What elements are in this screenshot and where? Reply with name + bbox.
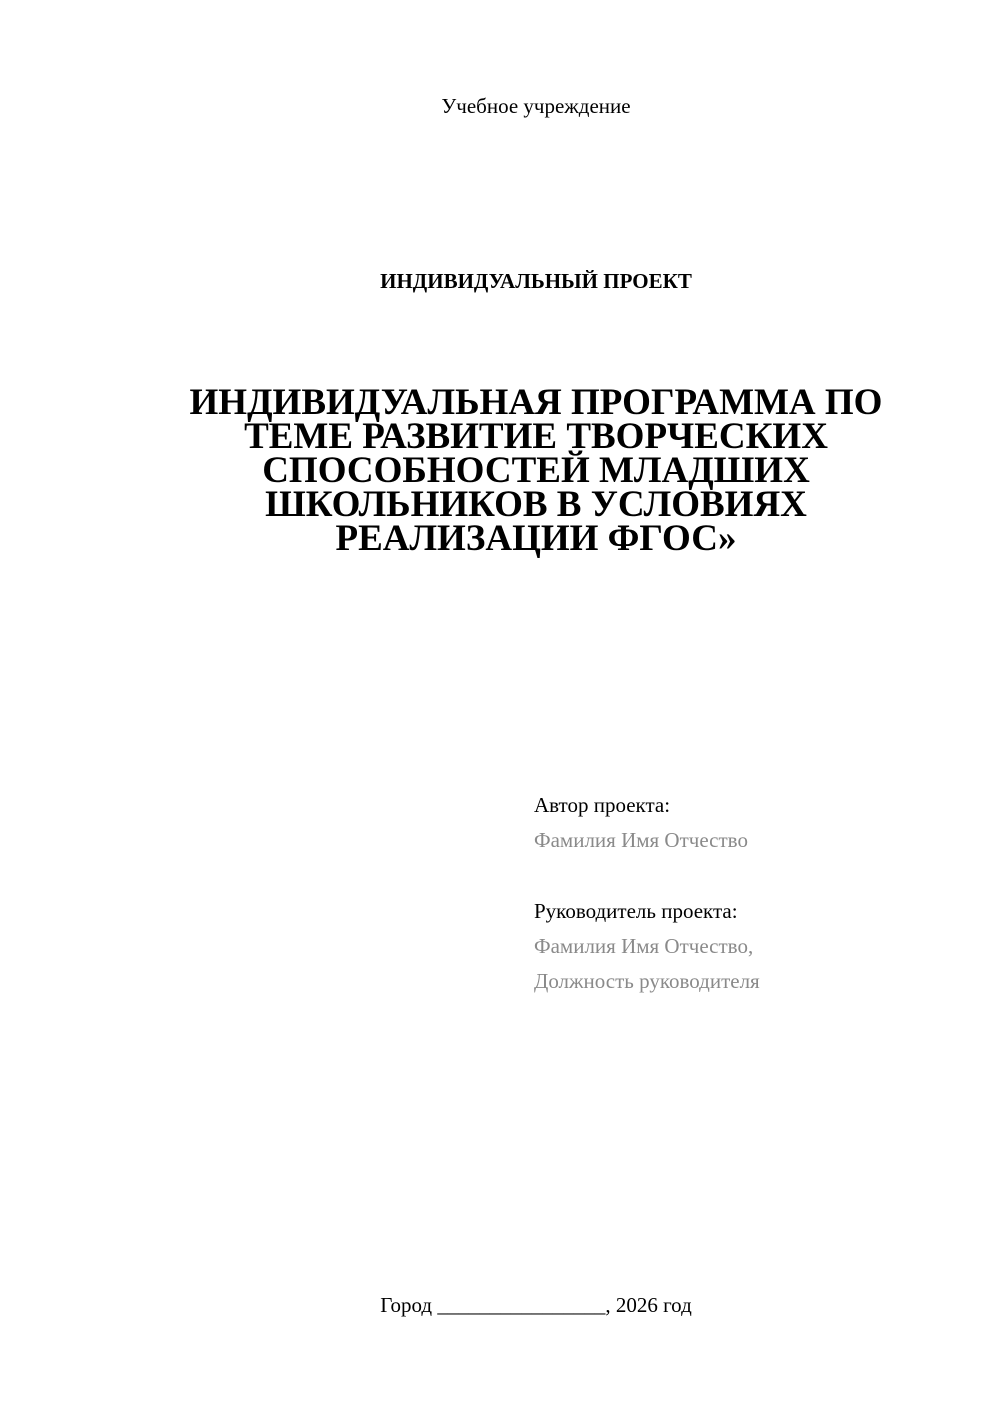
city-year-line: Город ________________, 2026 год <box>380 1293 692 1317</box>
supervisor-position: Должность руководителя <box>534 969 760 993</box>
document-type-heading: ИНДИВИДУАЛЬНЫЙ ПРОЕКТ <box>380 269 692 293</box>
supervisor-name: Фамилия Имя Отчество, <box>534 934 754 958</box>
project-title-line: ШКОЛЬНИКОВ В УСЛОВИЯХ <box>265 484 807 525</box>
institution-name: Учебное учреждение <box>441 94 631 118</box>
project-title-line: ИНДИВИДУАЛЬНАЯ ПРОГРАММА ПО <box>189 382 883 423</box>
supervisor-label: Руководитель проекта: <box>534 899 738 923</box>
project-credits <box>534 788 974 999</box>
project-title-line: РЕАЛИЗАЦИИ ФГОС» <box>335 518 737 559</box>
credits-spacer <box>534 858 974 894</box>
project-title-line: СПОСОБНОСТЕЙ МЛАДШИХ <box>262 450 810 491</box>
author-name: Фамилия Имя Отчество <box>534 828 748 852</box>
project-title-line: ТЕМЕ РАЗВИТИЕ ТВОРЧЕСКИХ <box>244 416 828 457</box>
author-label: Автор проекта: <box>534 793 671 817</box>
project-title <box>150 382 922 559</box>
